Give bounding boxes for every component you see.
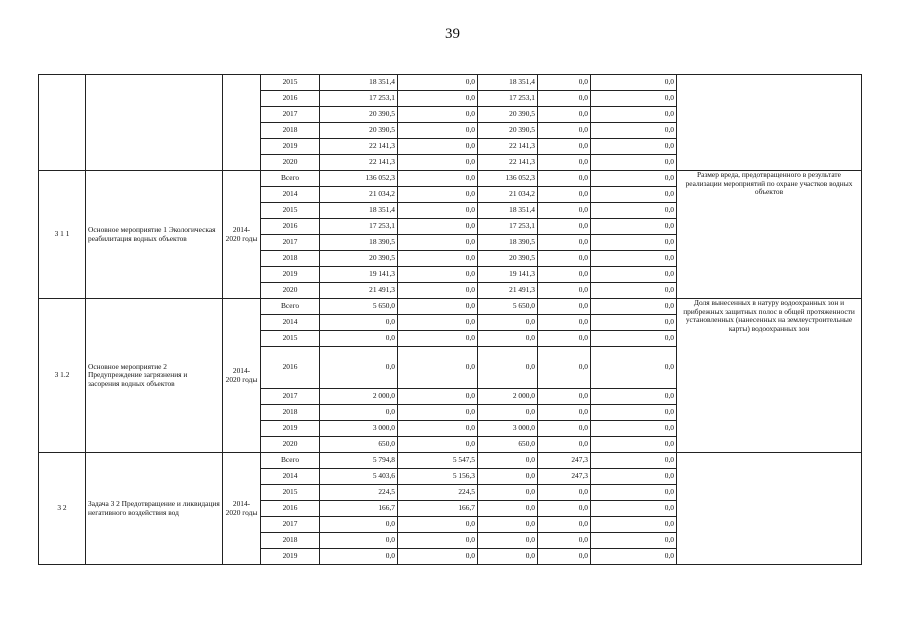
source1-cell: 0,0 <box>398 437 478 453</box>
total-cell: 18 390,5 <box>320 235 398 251</box>
year-cell: 2019 <box>261 421 320 437</box>
source2-cell: 136 052,3 <box>478 171 538 187</box>
source1-cell: 0,0 <box>398 299 478 315</box>
total-cell: 650,0 <box>320 437 398 453</box>
total-cell: 3 000,0 <box>320 421 398 437</box>
source3-cell: 0,0 <box>538 187 591 203</box>
source1-cell: 0,0 <box>398 75 478 91</box>
source1-cell: 224,5 <box>398 485 478 501</box>
source4-cell: 0,0 <box>591 437 677 453</box>
total-cell: 5 650,0 <box>320 299 398 315</box>
total-cell: 21 034,2 <box>320 187 398 203</box>
source4-cell: 0,0 <box>591 91 677 107</box>
source2-cell: 5 650,0 <box>478 299 538 315</box>
source2-cell: 18 351,4 <box>478 75 538 91</box>
source3-cell: 0,0 <box>538 347 591 389</box>
source3-cell: 0,0 <box>538 283 591 299</box>
source3-cell: 0,0 <box>538 107 591 123</box>
source3-cell: 247,3 <box>538 469 591 485</box>
source2-cell: 21 491,3 <box>478 283 538 299</box>
source4-cell: 0,0 <box>591 155 677 171</box>
source1-cell: 166,7 <box>398 501 478 517</box>
source2-cell: 0,0 <box>478 533 538 549</box>
total-cell: 18 351,4 <box>320 203 398 219</box>
source2-cell: 0,0 <box>478 347 538 389</box>
source1-cell: 0,0 <box>398 219 478 235</box>
source3-cell: 0,0 <box>538 405 591 421</box>
source1-cell: 0,0 <box>398 533 478 549</box>
source1-cell: 0,0 <box>398 421 478 437</box>
period-start: 2014- <box>232 224 251 234</box>
source3-cell: 0,0 <box>538 123 591 139</box>
year-cell: 2014 <box>261 187 320 203</box>
year-cell: 2016 <box>261 347 320 389</box>
year-cell: Всего <box>261 171 320 187</box>
total-cell: 0,0 <box>320 533 398 549</box>
source2-cell: 17 253,1 <box>478 219 538 235</box>
year-cell: 2019 <box>261 549 320 565</box>
source4-cell: 0,0 <box>591 501 677 517</box>
source2-cell: 0,0 <box>478 549 538 565</box>
year-cell: 2018 <box>261 251 320 267</box>
year-cell: 2020 <box>261 437 320 453</box>
source3-cell: 0,0 <box>538 389 591 405</box>
year-cell: 2017 <box>261 235 320 251</box>
source2-cell: 3 000,0 <box>478 421 538 437</box>
total-cell: 20 390,5 <box>320 251 398 267</box>
year-cell: 2020 <box>261 155 320 171</box>
source3-cell: 0,0 <box>538 75 591 91</box>
year-cell: 2015 <box>261 331 320 347</box>
source3-cell: 0,0 <box>538 91 591 107</box>
item-name <box>86 75 223 171</box>
total-cell: 0,0 <box>320 549 398 565</box>
item-period <box>223 171 261 299</box>
item-name: Задача 3 2 Предотвращение и ликвидация негативного воздействия вод <box>86 453 223 565</box>
source2-cell: 0,0 <box>478 501 538 517</box>
total-cell: 20 390,5 <box>320 107 398 123</box>
source4-cell: 0,0 <box>591 299 677 315</box>
source4-cell: 0,0 <box>591 517 677 533</box>
total-cell: 0,0 <box>320 331 398 347</box>
total-cell: 166,7 <box>320 501 398 517</box>
source1-cell: 0,0 <box>398 389 478 405</box>
source1-cell: 0,0 <box>398 405 478 421</box>
total-cell: 5 794,8 <box>320 453 398 469</box>
source1-cell: 0,0 <box>398 251 478 267</box>
year-cell: 2019 <box>261 139 320 155</box>
indicator-cell <box>677 453 862 565</box>
source2-cell: 0,0 <box>478 453 538 469</box>
year-cell: 2014 <box>261 469 320 485</box>
source4-cell: 0,0 <box>591 123 677 139</box>
period-end: 2020 годы <box>225 507 258 517</box>
year-cell: 2014 <box>261 315 320 331</box>
source4-cell: 0,0 <box>591 171 677 187</box>
source2-cell: 0,0 <box>478 485 538 501</box>
source4-cell: 0,0 <box>591 453 677 469</box>
item-name: Основное мероприятие 2 Предупреждение загрязнения и засорения водных объектов <box>86 299 223 453</box>
source3-cell: 0,0 <box>538 517 591 533</box>
source3-cell: 0,0 <box>538 421 591 437</box>
source3-cell: 0,0 <box>538 235 591 251</box>
indicator-cell: Доля вынесенных в натуру водоохранных зон и прибрежных защитных полос в общей протяженности установленных (нанесенных на землеустроительные карты) водоохранных зон <box>677 299 862 453</box>
item-code: 3 2 <box>39 453 86 565</box>
source3-cell: 0,0 <box>538 139 591 155</box>
period-start: 2014- <box>232 365 251 375</box>
source1-cell: 0,0 <box>398 203 478 219</box>
total-cell: 5 403,6 <box>320 469 398 485</box>
source1-cell: 0,0 <box>398 155 478 171</box>
item-code: 3 1.2 <box>39 299 86 453</box>
source4-cell: 0,0 <box>591 331 677 347</box>
source4-cell: 0,0 <box>591 107 677 123</box>
source2-cell: 22 141,3 <box>478 139 538 155</box>
source3-cell: 0,0 <box>538 533 591 549</box>
source4-cell: 0,0 <box>591 315 677 331</box>
year-cell: 2019 <box>261 267 320 283</box>
source4-cell: 0,0 <box>591 235 677 251</box>
source3-cell: 0,0 <box>538 155 591 171</box>
source3-cell: 247,3 <box>538 453 591 469</box>
total-cell: 17 253,1 <box>320 91 398 107</box>
source2-cell: 20 390,5 <box>478 251 538 267</box>
year-cell: 2018 <box>261 533 320 549</box>
total-cell: 0,0 <box>320 315 398 331</box>
total-cell: 0,0 <box>320 517 398 533</box>
source4-cell: 0,0 <box>591 139 677 155</box>
total-cell: 19 141,3 <box>320 267 398 283</box>
year-cell: Всего <box>261 453 320 469</box>
source3-cell: 0,0 <box>538 331 591 347</box>
source3-cell: 0,0 <box>538 251 591 267</box>
item-code: 3 1 1 <box>39 171 86 299</box>
source2-cell: 0,0 <box>478 405 538 421</box>
table-row <box>39 299 862 315</box>
year-cell: 2017 <box>261 517 320 533</box>
source1-cell: 0,0 <box>398 123 478 139</box>
source4-cell: 0,0 <box>591 267 677 283</box>
year-cell: 2017 <box>261 389 320 405</box>
budget-table <box>38 74 862 565</box>
source4-cell: 0,0 <box>591 469 677 485</box>
source1-cell: 0,0 <box>398 331 478 347</box>
year-cell: 2016 <box>261 501 320 517</box>
source3-cell: 0,0 <box>538 315 591 331</box>
source3-cell: 0,0 <box>538 171 591 187</box>
total-cell: 136 052,3 <box>320 171 398 187</box>
item-period <box>223 75 261 171</box>
source3-cell: 0,0 <box>538 437 591 453</box>
item-name: Основное мероприятие 1 Экологическая реабилитация водных объектов <box>86 171 223 299</box>
item-period <box>223 299 261 453</box>
table-row <box>39 453 862 469</box>
total-cell: 22 141,3 <box>320 139 398 155</box>
source2-cell: 19 141,3 <box>478 267 538 283</box>
source2-cell: 2 000,0 <box>478 389 538 405</box>
source4-cell: 0,0 <box>591 187 677 203</box>
source3-cell: 0,0 <box>538 549 591 565</box>
source4-cell: 0,0 <box>591 549 677 565</box>
source2-cell: 20 390,5 <box>478 107 538 123</box>
table-row <box>39 171 862 187</box>
source1-cell: 0,0 <box>398 267 478 283</box>
source1-cell: 0,0 <box>398 187 478 203</box>
source3-cell: 0,0 <box>538 485 591 501</box>
source3-cell: 0,0 <box>538 203 591 219</box>
period-end: 2020 годы <box>225 374 258 384</box>
source2-cell: 0,0 <box>478 517 538 533</box>
year-cell: 2016 <box>261 219 320 235</box>
source2-cell: 21 034,2 <box>478 187 538 203</box>
total-cell: 22 141,3 <box>320 155 398 171</box>
year-cell: Всего <box>261 299 320 315</box>
source1-cell: 5 156,3 <box>398 469 478 485</box>
source2-cell: 650,0 <box>478 437 538 453</box>
year-cell: 2015 <box>261 75 320 91</box>
item-period <box>223 453 261 565</box>
period-end: 2020 годы <box>225 233 258 243</box>
total-cell: 0,0 <box>320 405 398 421</box>
total-cell: 2 000,0 <box>320 389 398 405</box>
source2-cell: 20 390,5 <box>478 123 538 139</box>
indicator-cell <box>677 75 862 171</box>
year-cell: 2017 <box>261 107 320 123</box>
source1-cell: 0,0 <box>398 315 478 331</box>
source3-cell: 0,0 <box>538 501 591 517</box>
source1-cell: 0,0 <box>398 91 478 107</box>
source4-cell: 0,0 <box>591 219 677 235</box>
source4-cell: 0,0 <box>591 251 677 267</box>
year-cell: 2015 <box>261 203 320 219</box>
source1-cell: 0,0 <box>398 347 478 389</box>
source3-cell: 0,0 <box>538 299 591 315</box>
source4-cell: 0,0 <box>591 405 677 421</box>
year-cell: 2018 <box>261 123 320 139</box>
table-row <box>39 75 862 91</box>
total-cell: 20 390,5 <box>320 123 398 139</box>
source1-cell: 0,0 <box>398 139 478 155</box>
source4-cell: 0,0 <box>591 421 677 437</box>
source3-cell: 0,0 <box>538 267 591 283</box>
year-cell: 2020 <box>261 283 320 299</box>
total-cell: 0,0 <box>320 347 398 389</box>
source2-cell: 0,0 <box>478 315 538 331</box>
source2-cell: 0,0 <box>478 331 538 347</box>
source1-cell: 0,0 <box>398 235 478 251</box>
total-cell: 18 351,4 <box>320 75 398 91</box>
source4-cell: 0,0 <box>591 347 677 389</box>
source1-cell: 5 547,5 <box>398 453 478 469</box>
source4-cell: 0,0 <box>591 533 677 549</box>
source1-cell: 0,0 <box>398 107 478 123</box>
source4-cell: 0,0 <box>591 75 677 91</box>
source4-cell: 0,0 <box>591 283 677 299</box>
total-cell: 21 491,3 <box>320 283 398 299</box>
source1-cell: 0,0 <box>398 283 478 299</box>
year-cell: 2016 <box>261 91 320 107</box>
total-cell: 224,5 <box>320 485 398 501</box>
source2-cell: 0,0 <box>478 469 538 485</box>
source1-cell: 0,0 <box>398 517 478 533</box>
source2-cell: 18 390,5 <box>478 235 538 251</box>
source1-cell: 0,0 <box>398 549 478 565</box>
source2-cell: 22 141,3 <box>478 155 538 171</box>
source4-cell: 0,0 <box>591 389 677 405</box>
page-number: 39 <box>445 26 460 42</box>
source4-cell: 0,0 <box>591 203 677 219</box>
total-cell: 17 253,1 <box>320 219 398 235</box>
year-cell: 2015 <box>261 485 320 501</box>
source3-cell: 0,0 <box>538 219 591 235</box>
year-cell: 2018 <box>261 405 320 421</box>
source2-cell: 18 351,4 <box>478 203 538 219</box>
indicator-cell: Размер вреда, предотвращенного в результате реализации мероприятий по охране участков водных объектов <box>677 171 862 299</box>
source4-cell: 0,0 <box>591 485 677 501</box>
item-code <box>39 75 86 171</box>
source1-cell: 0,0 <box>398 171 478 187</box>
source2-cell: 17 253,1 <box>478 91 538 107</box>
period-start: 2014- <box>232 498 251 508</box>
